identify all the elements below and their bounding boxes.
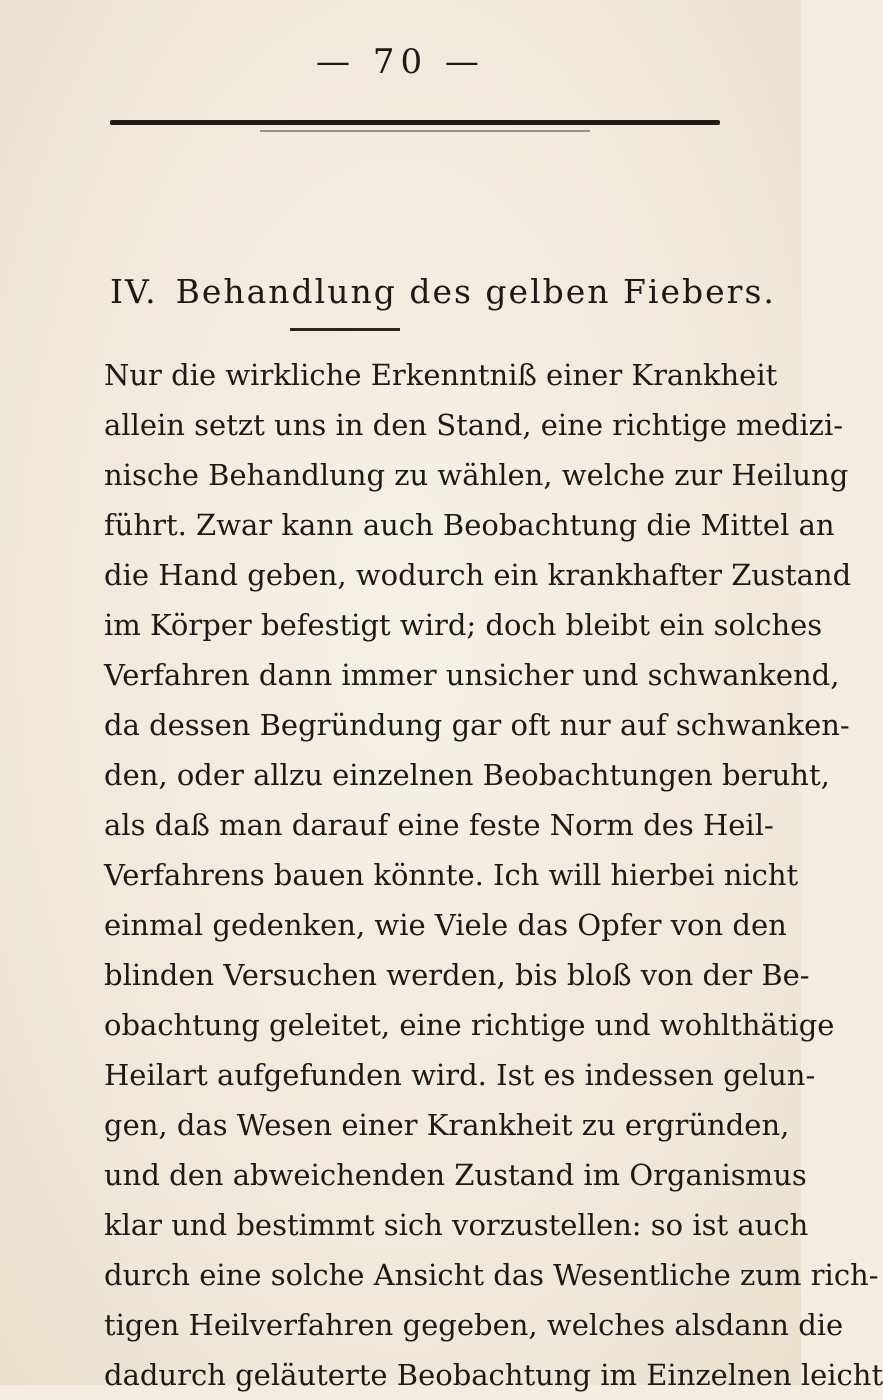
text-line: einmal gedenken, wie Viele das Opfer von den <box>104 908 787 942</box>
text-line: allein setzt uns in den Stand, eine richtige medizi- <box>104 408 844 442</box>
header-rule <box>110 120 720 125</box>
text-line: Verfahren dann immer unsicher und schwankend, <box>104 658 840 692</box>
text-line: den, oder allzu einzelnen Beobachtungen beruht, <box>104 758 830 792</box>
text-line: Heilart aufgefunden wird. Ist es indessen gelun- <box>104 1058 816 1092</box>
text-line: klar und bestimmt sich vorzustellen: so ist auch <box>104 1208 809 1242</box>
text-line: Nur die wirkliche Erkenntniß einer Krankheit <box>104 358 778 392</box>
section-numeral: IV. <box>110 272 158 311</box>
page-number: — 70 — <box>316 42 485 82</box>
text-line: und den abweichenden Zustand im Organismus <box>104 1158 807 1192</box>
text-line: da dessen Begründung gar oft nur auf schwanken- <box>104 708 850 742</box>
text-line: tigen Heilverfahren gegeben, welches alsdann die <box>104 1308 844 1342</box>
text-line: im Körper befestigt wird; doch bleibt ein solches <box>104 608 823 642</box>
heading-underline <box>290 328 400 331</box>
text-line: durch eine solche Ansicht das Wesentliche zum rich- <box>104 1258 879 1292</box>
text-line: gen, das Wesen einer Krankheit zu ergründen, <box>104 1108 790 1142</box>
section-heading <box>110 272 776 311</box>
section-title: Behandlung des gelben Fiebers. <box>175 272 776 311</box>
text-line: als daß man darauf eine feste Norm des Heil- <box>104 808 774 842</box>
text-line: obachtung geleitet, eine richtige und wohlthätige <box>104 1008 835 1042</box>
text-line: dadurch geläuterte Beobachtung im Einzelnen leicht <box>104 1358 883 1392</box>
header-rule-shadow <box>260 130 590 132</box>
text-line: die Hand geben, wodurch ein krankhafter Zustand <box>104 558 852 592</box>
text-line: blinden Versuchen werden, bis bloß von der Be- <box>104 958 810 992</box>
text-line: nische Behandlung zu wählen, welche zur Heilung <box>104 458 849 492</box>
body-text <box>104 350 883 1400</box>
text-line: Verfahrens bauen könnte. Ich will hierbei nicht <box>104 858 799 892</box>
text-line: führt. Zwar kann auch Beobachtung die Mittel an <box>104 508 835 542</box>
